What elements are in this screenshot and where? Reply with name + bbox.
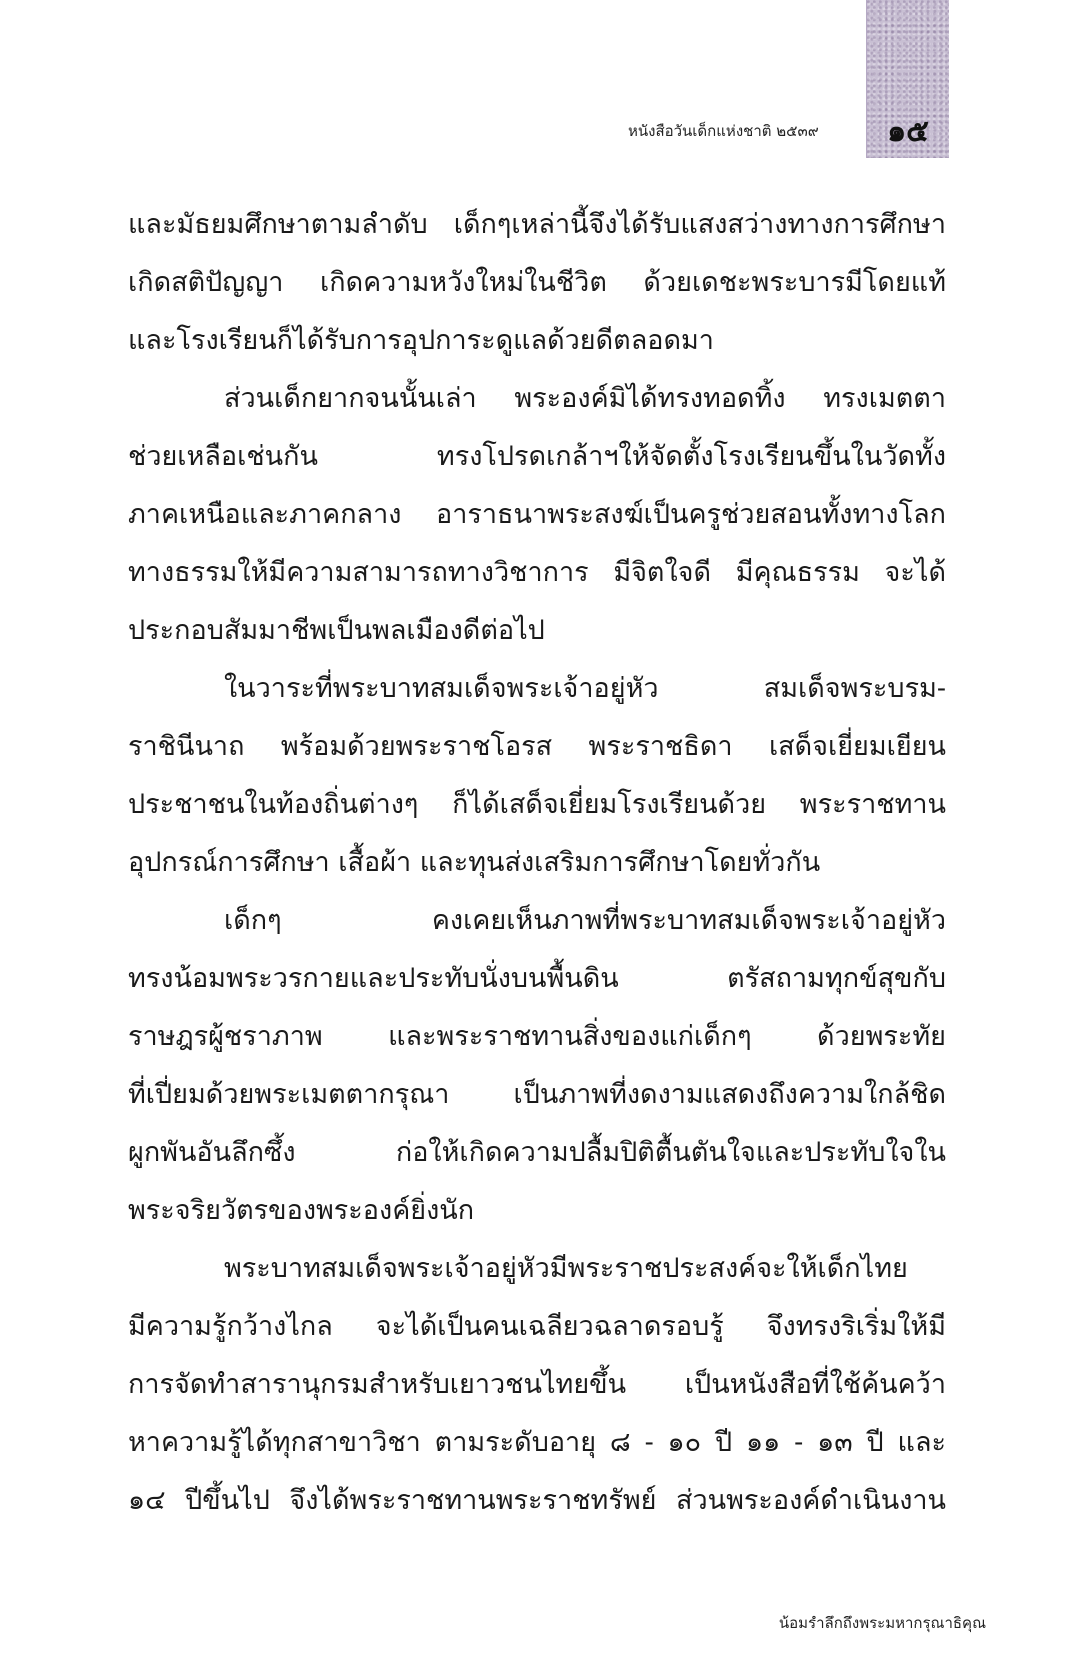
text-line: ประชาชนในท้องถิ่นต่างๆ ก็ได้เสด็จเยี่ยมโรงเรียนด้วย พระราชทาน [128, 789, 946, 820]
text-line: ส่วนเด็กยากจนนั้นเล่า พระองค์มิได้ทรงทอดทิ้ง ทรงเมตตา [224, 383, 946, 414]
text-line: ประกอบสัมมาชีพเป็นพลเมืองดีต่อไป [128, 615, 545, 646]
text-line: อุปกรณ์การศึกษา เสื้อผ้า และทุนส่งเสริมการศึกษาโดยทั่วกัน [128, 847, 821, 878]
text-line: ผูกพันอันลึกซึ้ง ก่อให้เกิดความปลื้มปิติตื้นตันใจและประทับใจใน [128, 1137, 946, 1168]
text-line: ๑๔ ปีขึ้นไป จึงได้พระราชทานพระราชทรัพย์ ส่วนพระองค์ดำเนินงาน [128, 1485, 946, 1516]
text-line: ภาคเหนือและภาคกลาง อาราธนาพระสงฆ์เป็นครูช่วยสอนทั้งทางโลก [128, 499, 946, 530]
running-footer-text: น้อมรำลึกถึงพระมหากรุณาธิคุณ [778, 1614, 986, 1632]
text-line: ในวาระที่พระบาทสมเด็จพระเจ้าอยู่หัว สมเด็จพระบรม- [224, 673, 946, 704]
text-line: ราษฎรผู้ชราภาพ และพระราชทานสิ่งของแก่เด็กๆ ด้วยพระทัย [128, 1021, 946, 1052]
text-line: มีความรู้กว้างไกล จะได้เป็นคนเฉลียวฉลาดรอบรู้ จึงทรงริเริ่มให้มี [128, 1311, 946, 1342]
text-line: และโรงเรียนก็ได้รับการอุปการะดูแลด้วยดีตลอดมา [128, 325, 714, 356]
text-line: ทางธรรมให้มีความสามารถทางวิชาการ มีจิตใจดี มีคุณธรรม จะได้ [128, 557, 946, 588]
text-line: หาความรู้ได้ทุกสาขาวิชา ตามระดับอายุ ๘ - ๑๐ ปี ๑๑ - ๑๓ ปี และ [128, 1427, 946, 1458]
text-line: และมัธยมศึกษาตามลำดับ เด็กๆเหล่านี้จึงได้รับแสงสว่างทางการศึกษา [128, 209, 946, 240]
text-line: ช่วยเหลือเช่นกัน ทรงโปรดเกล้าฯให้จัดตั้งโรงเรียนขึ้นในวัดทั้ง [128, 441, 946, 472]
text-line: เกิดสติปัญญา เกิดความหวังใหม่ในชีวิต ด้วยเดชะพระบารมีโดยแท้ [128, 267, 946, 298]
text-line: ราชินีนาถ พร้อมด้วยพระราชโอรส พระราชธิดา เสด็จเยี่ยมเยียน [128, 731, 946, 762]
running-header-title: หนังสือวันเด็กแห่งชาติ ๒๕๓๙ [628, 122, 819, 140]
text-line: ที่เปี่ยมด้วยพระเมตตากรุณา เป็นภาพที่งดงามแสดงถึงความใกล้ชิด [128, 1079, 946, 1110]
text-line: พระจริยวัตรของพระองค์ยิ่งนัก [128, 1195, 475, 1226]
text-line: พระบาทสมเด็จพระเจ้าอยู่หัวมีพระราชประสงค์จะให้เด็กไทย [224, 1253, 908, 1284]
page-number-tab [866, 0, 949, 158]
body-text [128, 196, 946, 1530]
text-line: เด็กๆ คงเคยเห็นภาพที่พระบาทสมเด็จพระเจ้าอยู่หัว [224, 905, 946, 936]
page-number: ๑๕ [887, 114, 929, 149]
text-line: การจัดทำสารานุกรมสำหรับเยาวชนไทยขึ้น เป็นหนังสือที่ใช้ค้นคว้า [128, 1369, 946, 1400]
text-line: ทรงน้อมพระวรกายและประทับนั่งบนพื้นดิน ตรัสถามทุกข์สุขกับ [128, 963, 946, 994]
